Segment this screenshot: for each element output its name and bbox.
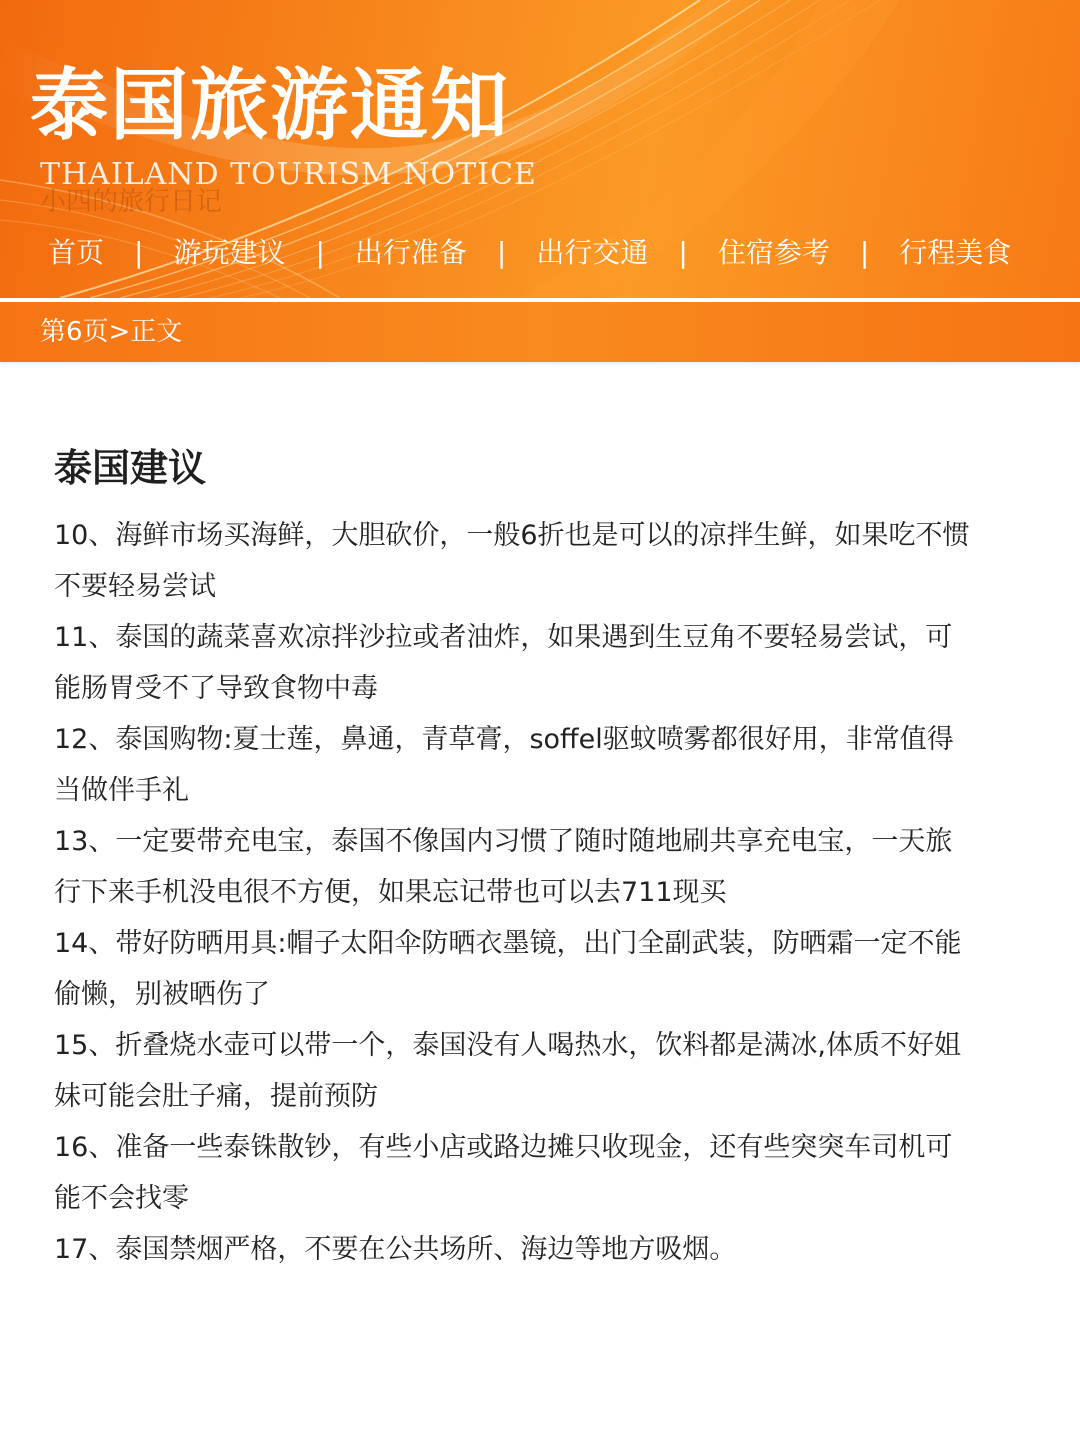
nav-item-itinerary-food[interactable]: 行程美食 (899, 236, 1012, 269)
tip-paragraph: 14、带好防晒用具:帽子太阳伞防晒衣墨镜，出门全副武装，防晒霜一定不能偷懒，别被晒伤了 (54, 928, 962, 1010)
page-subtitle: THAILAND TOURISM NOTICE (40, 157, 537, 192)
nav-item-home[interactable]: 首页 (48, 236, 105, 269)
tip-paragraph: 10、海鲜市场买海鲜，大胆砍价，一般6折也是可以的凉拌生鲜，如果吃不惯不要轻易尝试 (54, 520, 970, 602)
tip-paragraph: 17、泰国禁烟严格，不要在公共场所、海边等地方吸烟。 (54, 1234, 737, 1265)
section-title: 泰国建议 (54, 446, 207, 490)
tip-paragraph: 13、一定要带充电宝，泰国不像国内习惯了随时随地刷共享充电宝，一天旅行下来手机没电很不方便，如果忘记带也可以去711现买 (54, 826, 953, 908)
nav-separator: | (134, 236, 144, 269)
tip-paragraph: 11、泰国的蔬菜喜欢凉拌沙拉或者油炸，如果遇到生豆角不要轻易尝试，可能肠胃受不了导致食物中毒 (54, 622, 953, 704)
nav-item-play-tips[interactable]: 游玩建议 (173, 236, 286, 269)
nav-item-transport[interactable]: 出行交通 (536, 236, 649, 269)
nav-item-preparation[interactable]: 出行准备 (354, 236, 467, 269)
nav-separator: | (678, 236, 688, 269)
tip-paragraph: 12、泰国购物:夏士莲，鼻通，青草膏，soffel驱蚊喷雾都很好用，非常值得当做伴手礼 (54, 724, 954, 806)
nav-separator: | (496, 236, 507, 269)
tip-paragraph: 16、准备一些泰铢散钞，有些小店或路边摊只收现金，还有些突突车司机可能不会找零 (54, 1132, 953, 1214)
header-banner (0, 0, 1080, 298)
nav-separator: | (315, 236, 325, 269)
nav-separator: | (859, 236, 870, 269)
nav-item-accommodation[interactable]: 住宿参考 (717, 236, 830, 269)
watermark-text: 小四的旅行日记 (40, 187, 223, 217)
breadcrumb-text: 第6页>正文 (40, 317, 183, 347)
page-title: 泰国旅游通知 (30, 61, 511, 151)
article-body (54, 510, 974, 1275)
breadcrumb (0, 302, 1080, 362)
tip-paragraph: 15、折叠烧水壶可以带一个，泰国没有人喝热水，饮料都是满冰,体质不好姐妹可能会肚子痛，提前预防 (54, 1030, 961, 1112)
top-nav (48, 230, 1048, 276)
